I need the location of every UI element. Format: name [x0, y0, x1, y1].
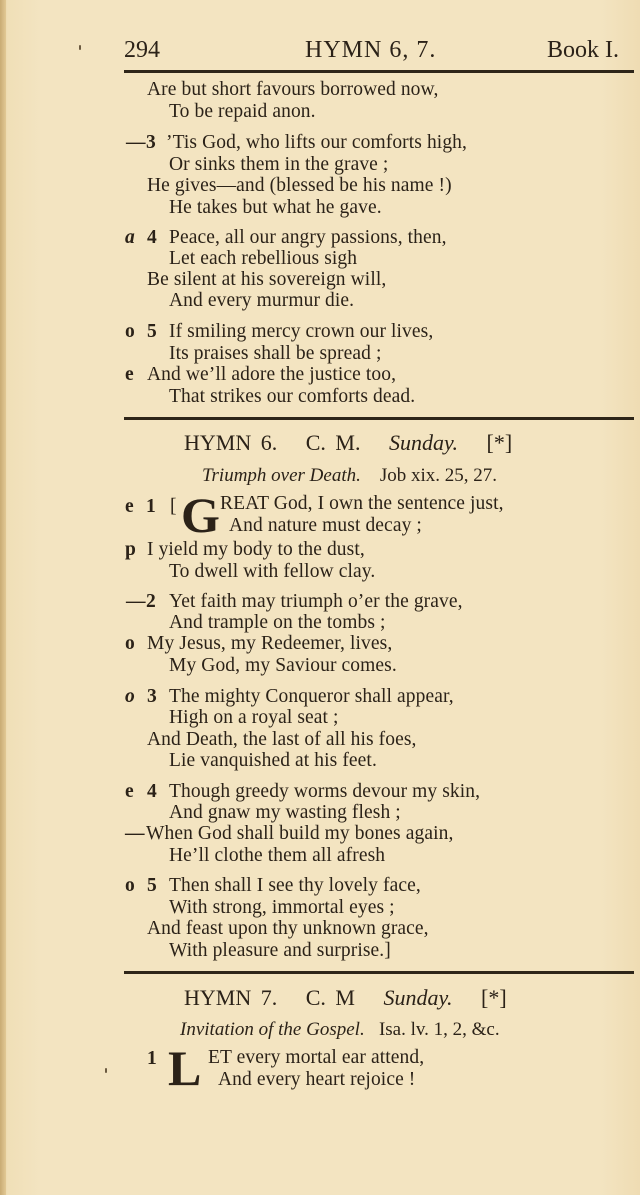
- verse-line: I yield my body to the dust,: [147, 539, 365, 560]
- dynamics-marker: a: [125, 227, 135, 248]
- hymn-heading: [184, 985, 507, 1011]
- page-number: 294: [124, 37, 160, 63]
- verse-line: And Death, the last of all his foes,: [147, 729, 417, 750]
- hymn-number: HYMN 7.: [184, 985, 278, 1010]
- verse-number: 4: [147, 227, 157, 248]
- hymn-day: Sunday.: [383, 985, 453, 1010]
- dynamics-marker: —: [126, 591, 146, 612]
- hymn-divider-rule: [124, 417, 634, 420]
- verse-number: 2: [146, 591, 156, 612]
- dynamics-marker: —: [126, 132, 146, 153]
- hymn-mark: [*]: [486, 430, 513, 455]
- verse-line: The mighty Conqueror shall appear,: [169, 686, 454, 707]
- verse-line: That strikes our comforts dead.: [169, 386, 416, 407]
- hymn-meter: C. M.: [305, 430, 361, 455]
- verse-line: He gives—and (blessed be his name !): [147, 175, 452, 196]
- verse-line: High on a royal seat ;: [169, 707, 339, 728]
- hymn-subtitle: Invitation of the Gospel.: [180, 1019, 365, 1040]
- header-rule: [124, 70, 634, 73]
- verse-line: Peace, all our angry passions, then,: [169, 227, 447, 248]
- paper-speck: [105, 1068, 107, 1073]
- verse-line: He takes but what he gave.: [169, 197, 382, 218]
- verse-line: And we’ll adore the justice too,: [147, 364, 397, 385]
- verse-line: To dwell with fellow clay.: [169, 561, 376, 582]
- page-binding-edge: [0, 0, 6, 1195]
- dynamics-marker: —: [125, 823, 145, 844]
- verse-line: Let each rebellious sigh: [169, 248, 358, 269]
- hymn-meter: C. M: [305, 985, 355, 1010]
- hymn-subtitle: Triumph over Death.: [202, 465, 361, 486]
- verse-line: My God, my Saviour comes.: [169, 655, 397, 676]
- hymn-divider-rule: [124, 971, 634, 974]
- verse-number: 3: [146, 132, 156, 153]
- verse-line: Be silent at his sovereign will,: [147, 269, 387, 290]
- dynamics-marker: e: [125, 496, 134, 517]
- verse-line: And gnaw my wasting flesh ;: [169, 802, 401, 823]
- verse-line: And every heart rejoice !: [218, 1069, 416, 1090]
- dynamics-marker: e: [125, 781, 134, 802]
- hymn-subtitle-row: [180, 1019, 500, 1041]
- verse-number: 1: [147, 1048, 157, 1069]
- verse-line: Yet faith may triumph o’er the grave,: [169, 591, 463, 612]
- dynamics-marker: o: [125, 686, 135, 707]
- dynamics-marker: o: [125, 321, 135, 342]
- verse-number: 3: [147, 686, 157, 707]
- verse-line: Are but short favours borrowed now,: [147, 79, 439, 100]
- verse-line: And nature must decay ;: [229, 515, 422, 536]
- verse-line: Lie vanquished at his feet.: [169, 750, 377, 771]
- verse-number: 5: [147, 321, 157, 342]
- verse-line: Then shall I see thy lovely face,: [169, 875, 421, 896]
- verse-line: And every murmur die.: [169, 290, 355, 311]
- drop-cap-letter: G: [181, 487, 220, 543]
- hymn-day: Sunday.: [388, 430, 459, 455]
- verse-line: And trample on the tombs ;: [169, 612, 386, 633]
- verse-line: To be repaid anon.: [169, 101, 316, 122]
- verse-number: 5: [147, 875, 157, 896]
- dynamics-marker: e: [125, 364, 134, 385]
- scripture-reference: Isa. lv. 1, 2, &c.: [378, 1019, 500, 1040]
- verse-line: REAT God, I own the sentence just,: [220, 493, 504, 514]
- verse-line: ET every mortal ear attend,: [208, 1047, 425, 1068]
- dynamics-marker: o: [125, 875, 135, 896]
- scripture-reference: Job xix. 25, 27.: [379, 465, 498, 486]
- verse-line: Though greedy worms devour my skin,: [169, 781, 481, 802]
- verse-line: If smiling mercy crown our lives,: [169, 321, 434, 342]
- hymn-number: HYMN 6.: [184, 430, 278, 455]
- verse-line: When God shall build my bones again,: [146, 823, 454, 844]
- bracket: [: [170, 496, 177, 517]
- dynamics-marker: p: [125, 539, 136, 560]
- hymn-heading: [184, 430, 512, 456]
- verse-line: With pleasure and surprise.]: [169, 940, 391, 961]
- dynamics-marker: o: [125, 633, 135, 654]
- verse-line: Its praises shall be spread ;: [169, 343, 382, 364]
- paper-speck: [79, 45, 81, 50]
- hymn-mark: [*]: [481, 985, 507, 1010]
- book-label: Book I.: [547, 37, 619, 63]
- drop-cap-letter: L: [168, 1040, 202, 1096]
- verse-line: ’Tis God, who lifts our comforts high,: [166, 132, 468, 153]
- verse-number: 4: [147, 781, 157, 802]
- hymn-subtitle-row: [202, 465, 497, 487]
- verse-number: 1: [146, 496, 156, 517]
- verse-line: With strong, immortal eyes ;: [169, 897, 395, 918]
- verse-line: My Jesus, my Redeemer, lives,: [147, 633, 393, 654]
- running-title: HYMN 6, 7.: [305, 37, 437, 63]
- verse-line: And feast upon thy unknown grace,: [147, 918, 429, 939]
- verse-line: He’ll clothe them all afresh: [169, 845, 386, 866]
- verse-line: Or sinks them in the grave ;: [169, 154, 389, 175]
